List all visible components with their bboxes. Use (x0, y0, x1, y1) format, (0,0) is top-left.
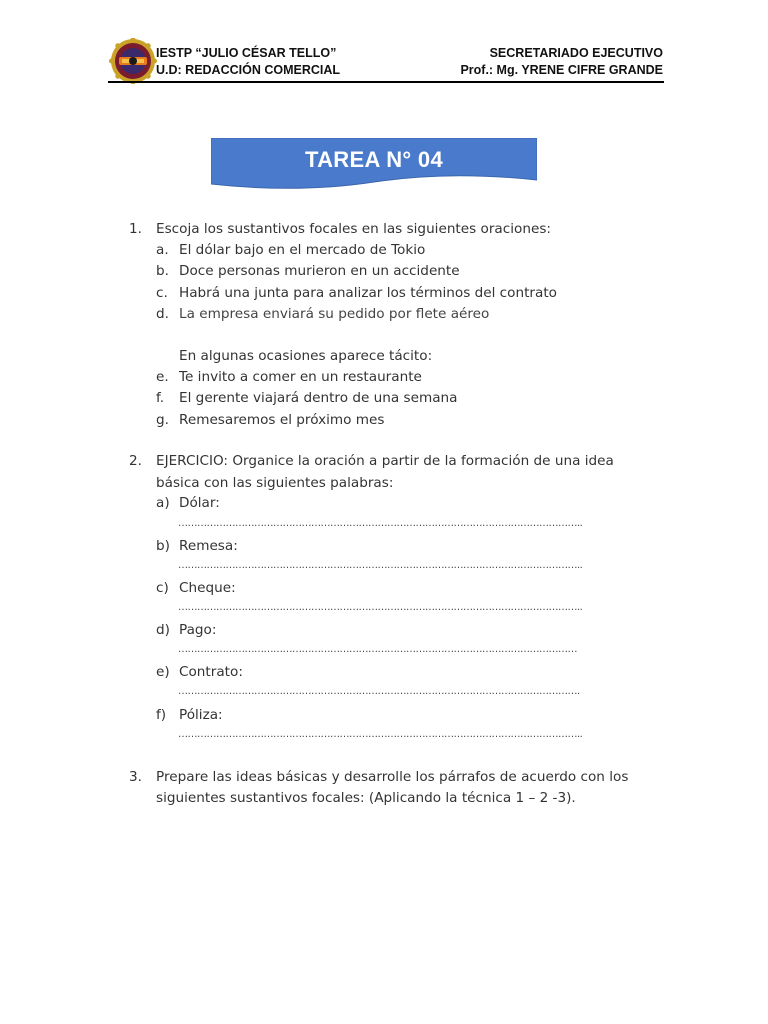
question-2-prompt-line-1: EJERCICIO: Organice la oración a partir de la formación de una idea (156, 453, 614, 469)
exercise-word: Cheque: (179, 580, 236, 596)
exercise-word: Pago: (179, 622, 217, 638)
title-banner (211, 138, 537, 190)
list-item-marker: b) (156, 538, 170, 554)
question-1-prompt: Escoja los sustantivos focales en las siguientes oraciones: (156, 221, 551, 237)
list-item-marker: d) (156, 622, 170, 638)
list-item-marker: g. (156, 412, 169, 428)
exercise-word: Póliza: (179, 707, 223, 723)
question-3-prompt-line-2: siguientes sustantivos focales: (Aplicando la técnica 1 – 2 -3). (156, 790, 576, 806)
exercise-word: Dólar: (179, 495, 220, 511)
question-3-prompt-line-1: Prepare las ideas básicas y desarrolle los párrafos de acuerdo con los (156, 769, 629, 785)
list-item-marker: e) (156, 664, 170, 680)
list-item-marker: a. (156, 242, 169, 258)
list-item: Te invito a comer en un restaurante (179, 369, 422, 385)
list-item-marker: b. (156, 263, 169, 279)
page-title: TAREA N° 04 (304, 147, 443, 172)
answer-blank: ……………………………………………………………………………………………………………….. (178, 519, 583, 529)
exercise-word: Contrato: (179, 664, 243, 680)
teacher-name: Prof.: Mg. YRENE CIFRE GRANDE (460, 63, 663, 77)
list-item: Habrá una junta para analizar los términos del contrato (179, 285, 557, 301)
list-item-marker: c) (156, 580, 169, 596)
list-item: El dólar bajo en el mercado de Tokio (179, 242, 426, 258)
answer-blank: ………………………………………………………………………………………………………………. (178, 687, 580, 697)
program-name: SECRETARIADO EJECUTIVO (489, 46, 663, 60)
question-3-number: 3. (129, 769, 142, 785)
institution-seal-icon (108, 38, 158, 84)
header-left (156, 45, 340, 79)
answer-blank: ……………………………………………………………………………………………………………….. (178, 561, 583, 571)
list-item-marker: c. (156, 285, 168, 301)
question-2-prompt-line-2: básica con las siguientes palabras: (156, 475, 394, 491)
list-item-marker: a) (156, 495, 170, 511)
list-item: Remesaremos el próximo mes (179, 412, 385, 428)
question-1-subheading: En algunas ocasiones aparece tácito: (179, 348, 433, 364)
course-unit: U.D: REDACCIÓN COMERCIAL (156, 63, 341, 77)
list-item-marker: f) (156, 707, 167, 723)
list-item-marker: d. (156, 306, 169, 322)
answer-blank: ……………………………………………………………………………………………………………….. (178, 730, 583, 740)
answer-blank: ……………………………………………………………………………………………………………… (178, 645, 577, 655)
page-header (108, 38, 663, 84)
list-item-marker: f. (156, 390, 165, 406)
institution-name: IESTP “JULIO CÉSAR TELLO” (156, 46, 337, 60)
question-1-number: 1. (129, 221, 142, 237)
list-item-marker: e. (156, 369, 169, 385)
answer-blank: ……………………………………………………………………………………………………………….. (178, 603, 583, 613)
list-item: Doce personas murieron en un accidente (179, 263, 460, 279)
question-2-number: 2. (129, 453, 142, 469)
header-right (460, 45, 663, 79)
exercise-word: Remesa: (179, 538, 238, 554)
header-divider (108, 81, 664, 83)
list-item: La empresa enviará su pedido por flete aéreo (179, 306, 490, 322)
list-item: El gerente viajará dentro de una semana (179, 390, 458, 406)
